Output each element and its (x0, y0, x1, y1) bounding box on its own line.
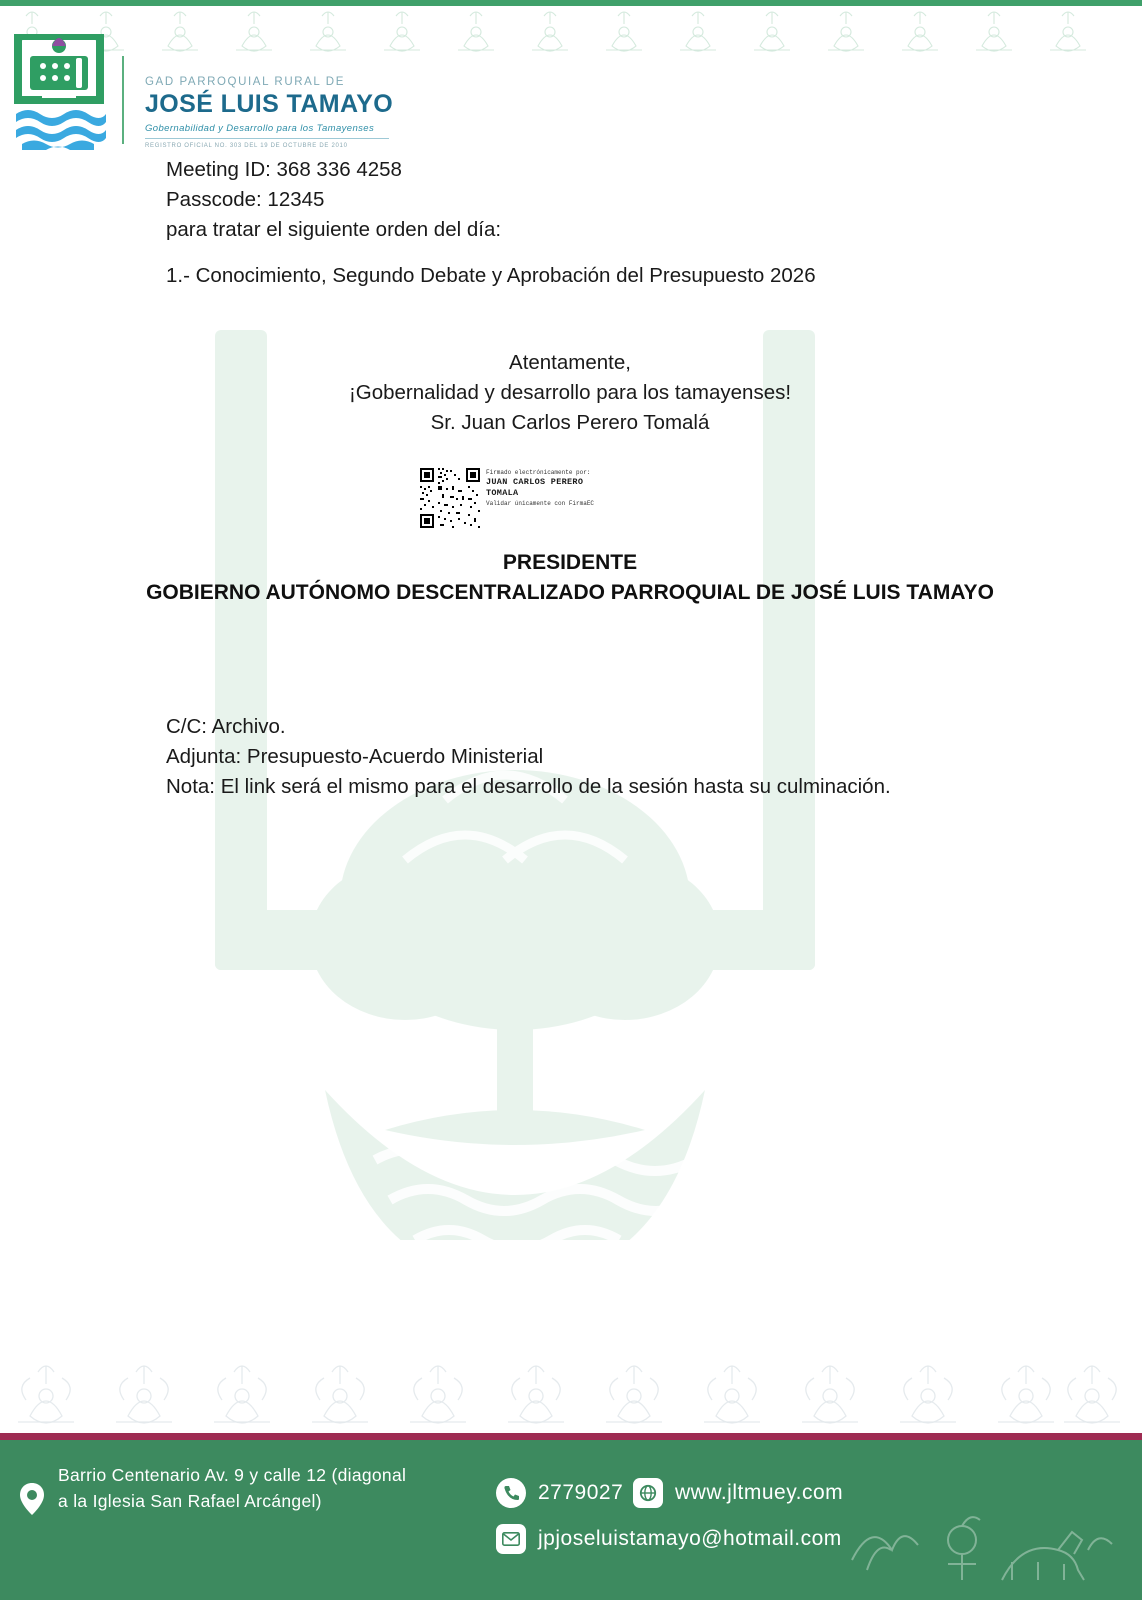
agenda-intro-line: para tratar el siguiente orden del día: (166, 218, 502, 241)
agenda-item-1: 1.- Conocimiento, Segundo Debate y Aprobación del Presupuesto 2026 (166, 264, 816, 287)
letterhead-divider (122, 56, 124, 144)
footer-website-url: www.jltmuey.com (675, 1481, 844, 1504)
signer-organization: GOBIERNO AUTÓNOMO DESCENTRALIZADO PARROQUIAL DE JOSÉ LUIS TAMAYO (146, 581, 994, 604)
closing-block (120, 348, 1020, 438)
location-pin-icon (18, 1482, 46, 1516)
closing-signer-name: Sr. Juan Carlos Perero Tomalá (430, 411, 710, 434)
letterhead-slogan: Gobernabilidad y Desarrollo para los Tamayenses (145, 123, 375, 134)
document-notes (166, 712, 986, 802)
footer-email[interactable] (496, 1524, 842, 1554)
institution-crest-icon (10, 28, 112, 150)
signature-validate-note: Validar únicamente con FirmaEC (486, 500, 595, 507)
letterhead-registro: REGISTRO OFICIAL NO. 303 DEL 19 DE OCTUBRE DE 2010 (145, 143, 348, 149)
globe-icon (633, 1478, 663, 1508)
signature-signed-by-label: Firmado electrónicamente por: (486, 469, 591, 476)
note-cc: C/C: Archivo. (166, 715, 286, 738)
footer-website[interactable] (633, 1478, 843, 1508)
closing-line-1: Atentamente, (509, 351, 631, 374)
document-footer (0, 1440, 1142, 1600)
mail-icon (496, 1524, 526, 1554)
note-link: Nota: El link será el mismo para el desarrollo de la sesión hasta su culminación. (166, 775, 891, 798)
letterhead (10, 28, 410, 153)
note-attachment: Adjunta: Presupuesto-Acuerdo Ministerial (166, 745, 544, 768)
footer-address-text: Barrio Centenario Av. 9 y calle 12 (diagonal a la Iglesia San Rafael Arcángel) (58, 1465, 407, 1511)
letterhead-gad-line: GAD PARROQUIAL RURAL DE (145, 76, 345, 88)
qr-code-icon (418, 466, 482, 530)
passcode-line: Passcode: 12345 (166, 188, 325, 211)
bottom-maroon-rule (0, 1433, 1142, 1440)
footer-decorative-illustration (812, 1440, 1142, 1600)
document-body (166, 155, 966, 291)
phone-icon (496, 1478, 526, 1508)
signature-signer-name: JUAN CARLOS PERERO TOMALA (486, 477, 584, 498)
letterhead-entity-name: JOSÉ LUIS TAMAYO (145, 90, 394, 118)
electronic-signature-block (418, 466, 618, 530)
footer-email-address: jpjoseluistamayo@hotmail.com (538, 1527, 842, 1550)
meeting-id-line: Meeting ID: 368 336 4258 (166, 158, 402, 181)
closing-line-2: ¡Gobernalidad y desarrollo para los tamayenses! (348, 381, 792, 404)
footer-phone[interactable] (496, 1478, 623, 1508)
signature-title-block (120, 548, 1020, 608)
bottom-decorative-pattern (0, 1330, 1142, 1430)
footer-address (58, 1462, 418, 1514)
signer-role: PRESIDENTE (502, 551, 638, 574)
footer-phone-number: 2779027 (538, 1481, 624, 1504)
letterhead-rule (145, 138, 389, 139)
